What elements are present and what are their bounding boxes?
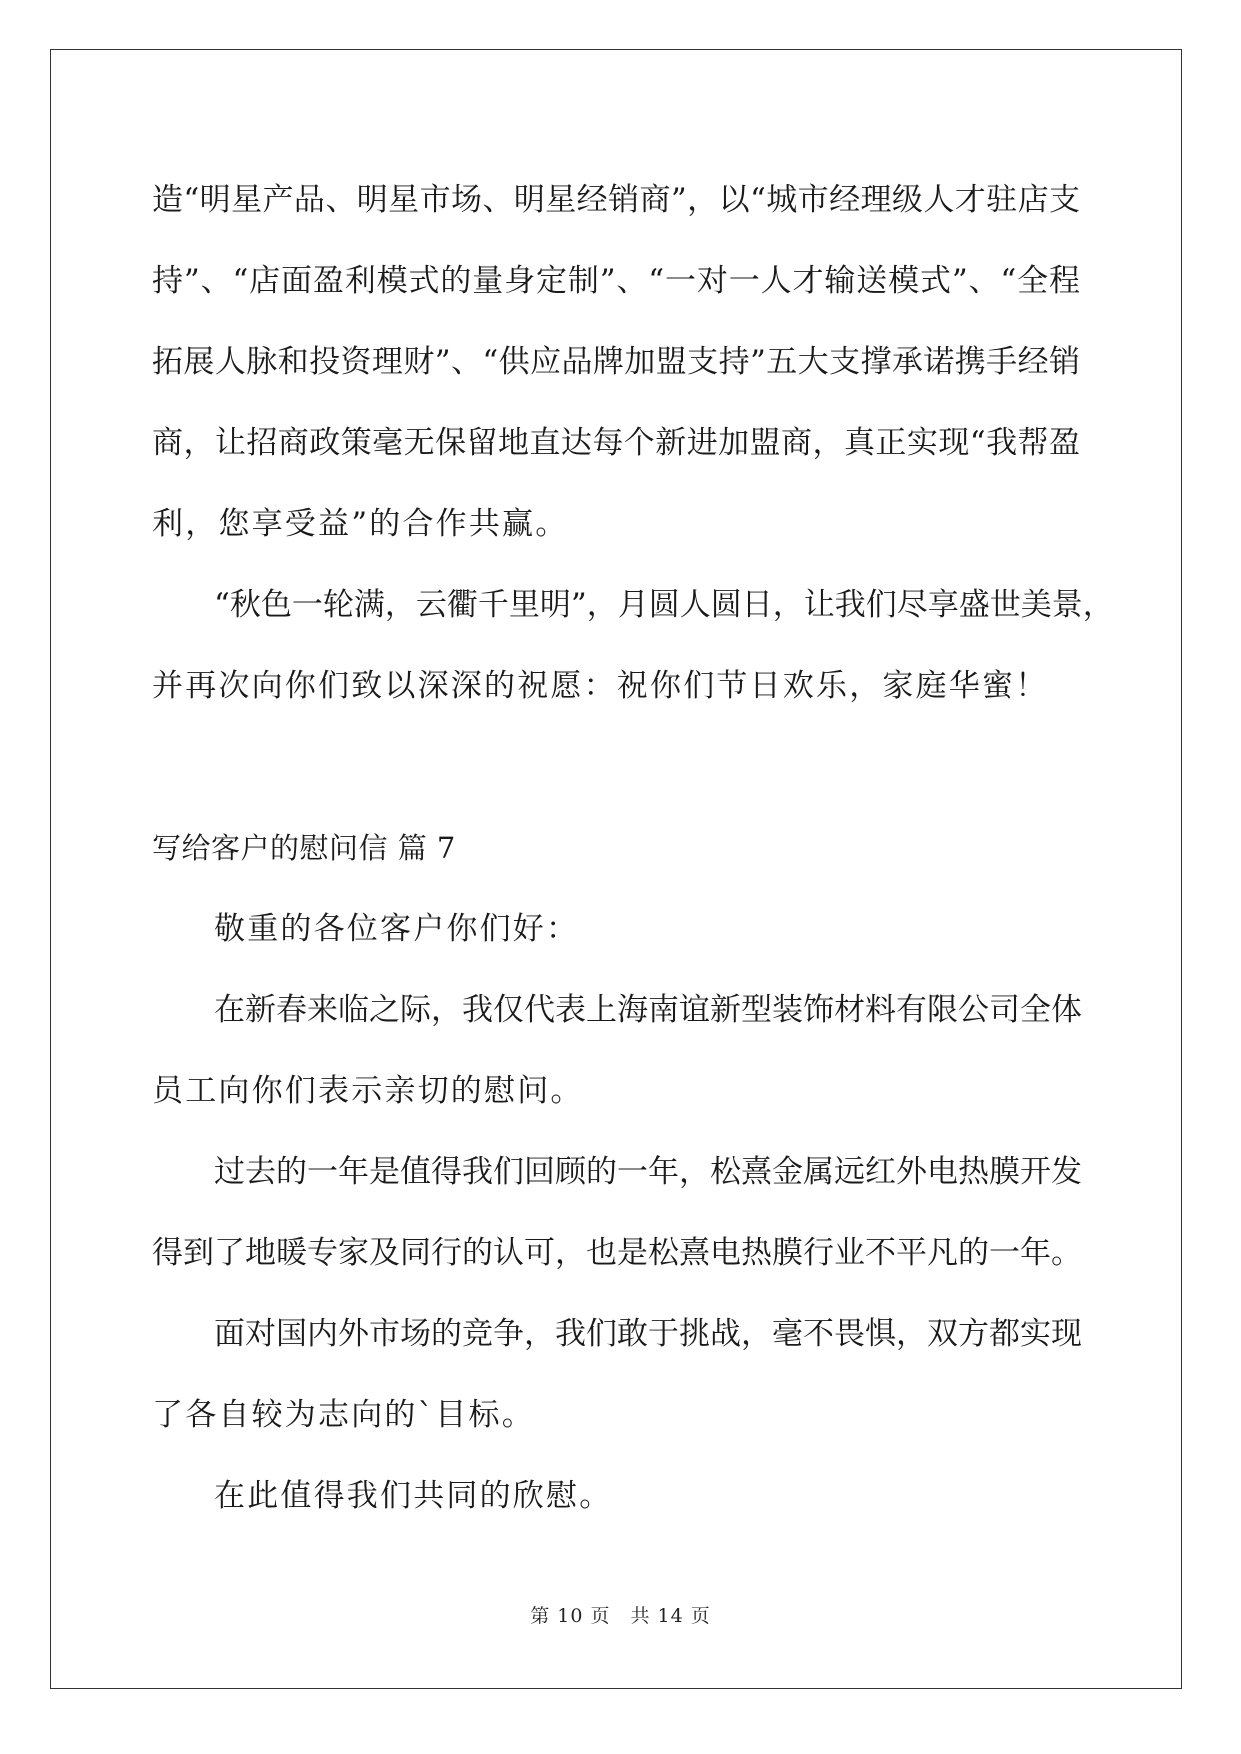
- paragraph: 在此值得我们共同的欣慰。: [214, 1478, 613, 1514]
- paragraph: [152, 565, 1114, 727]
- document-body: [152, 160, 1114, 1537]
- section-heading: 写给客户的慰问信 篇 7: [152, 831, 456, 865]
- paragraph: [152, 970, 1080, 1132]
- paragraph: [152, 160, 1080, 565]
- paragraph: [152, 1132, 1080, 1294]
- text-line: “秋色一轮满，云衢千里明”，月圆人圆日，让我们尽享盛世美景，: [214, 587, 1114, 623]
- text-line: 面对国内外市场的竞争，我们敢于挑战，毫不畏惧，双方都实现: [214, 1316, 1082, 1352]
- text-line: 得到了地暖专家及同行的认可，也是松熹电热膜行业不平凡的一年。: [152, 1235, 1082, 1271]
- text-line: 造“明星产品、明星市场、明星经销商”，以“城市经理级人才驻店支: [152, 182, 1080, 218]
- text-line: 过去的一年是值得我们回顾的一年，松熹金属远红外电热膜开发: [214, 1154, 1082, 1190]
- page-number: 第 10 页 共 14 页: [530, 1605, 711, 1627]
- spacer: [152, 727, 1080, 808]
- text-line: 商，让招商政策毫无保留地直达每个新进加盟商，真正实现“我帮盈: [152, 425, 1080, 461]
- text-line: 拓展人脉和投资理财”、“供应品牌加盟支持”五大支撑承诺携手经销: [152, 344, 1080, 380]
- text-line: 在新春来临之际，我仅代表上海南谊新型装饰材料有限公司全体: [214, 992, 1082, 1028]
- text-line: 了各自较为志向的`目标。: [152, 1397, 535, 1433]
- paragraph: [152, 1294, 1080, 1456]
- text-line: 利，您享受益”的合作共赢。: [152, 506, 569, 542]
- text-line: 员工向你们表示亲切的慰问。: [152, 1073, 584, 1109]
- text-line: 并再次向你们致以深深的祝愿：祝你们节日欢乐，家庭华蜜！: [152, 668, 1049, 704]
- text-line: 持”、“店面盈利模式的量身定制”、“一对一人才输送模式”、“全程: [152, 263, 1080, 299]
- salutation: 敬重的各位客户你们好：: [214, 911, 580, 947]
